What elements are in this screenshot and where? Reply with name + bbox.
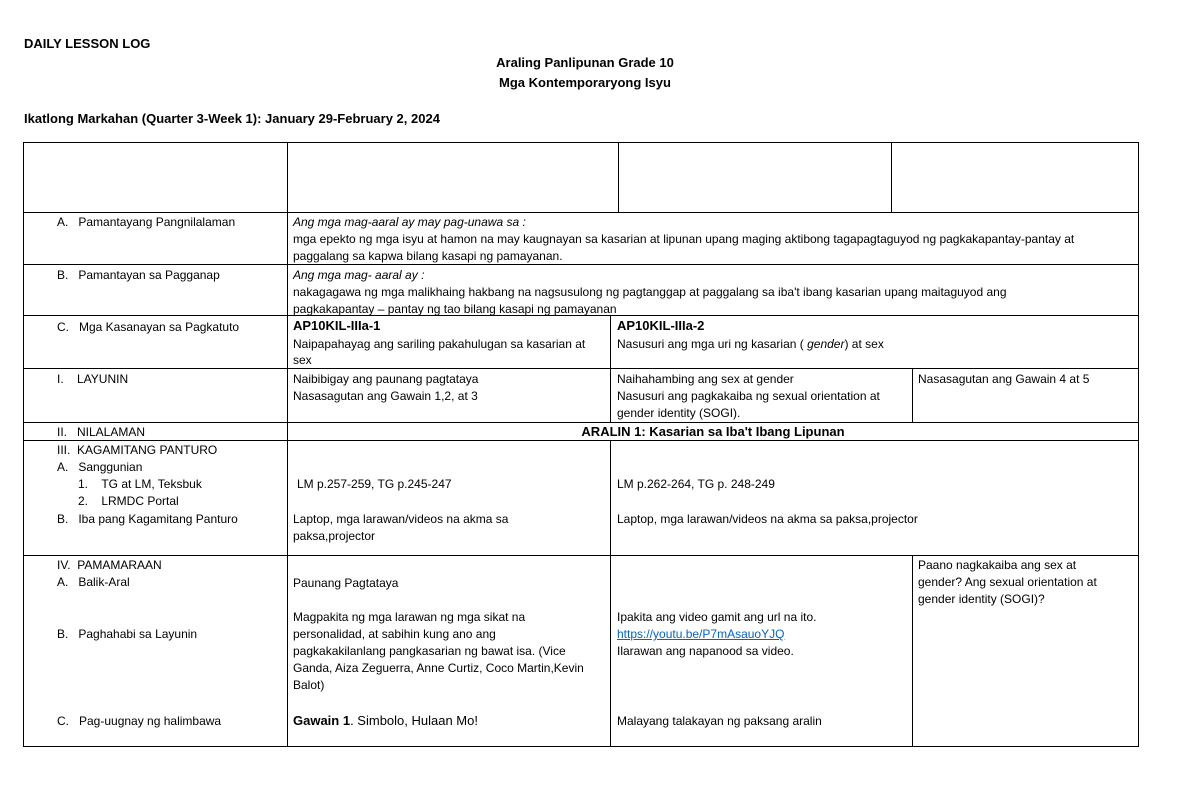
row-iii-sub-a: A. Sanggunian <box>57 460 143 474</box>
row-iv-sub-c: C. Pag-uugnay ng halimbawa <box>57 714 222 728</box>
row-iv-sub-b: B. Paghahabi sa Layunin <box>57 627 198 641</box>
subject-title: Araling Panlipunan Grade 10 <box>496 55 674 70</box>
competency-code-1: AP10KIL-IIIa-1 <box>293 318 381 333</box>
row-i-label: I. LAYUNIN <box>57 372 129 386</box>
procedure-2c: Malayang talakayan ng paksang aralin <box>617 714 822 728</box>
procedure-2b-l3: Ilarawan ang napanood sa video. <box>617 644 794 658</box>
row-iv-label: IV. PAMAMARAAN <box>57 558 162 572</box>
row-ii-label: II. NILALAMAN <box>57 425 146 439</box>
competency-desc-1b: sex <box>293 353 312 367</box>
row-iii-sub-a2: 2. LRMDC Portal <box>78 494 179 508</box>
materials-1b: paksa,projector <box>293 529 376 543</box>
row-iii-sub-b: B. Iba pang Kagamitang Panturo <box>57 512 238 526</box>
procedure-1c: Gawain 1. Simbolo, Hulaan Mo! <box>293 713 478 728</box>
row-b-label: B. Pamantayan sa Pagganap <box>57 268 220 282</box>
reference-2: LM p.262-264, TG p. 248-249 <box>617 477 775 491</box>
row-b-intro: Ang mga mag- aaral ay : <box>293 268 425 282</box>
quarter-heading: Ikatlong Markahan (Quarter 3-Week 1): January 29-February 2, 2024 <box>24 111 440 126</box>
competency-desc-2: Nasusuri ang mga uri ng kasarian ( gender) at sex <box>617 337 884 351</box>
procedure-1b-l4: Ganda, Aiza Zeguerra, Anne Curtiz, Coco Martin,Kevin <box>293 661 584 675</box>
procedure-3-l1: Paano nagkakaiba ang sex at <box>918 558 1077 572</box>
row-iii-sub-a1: 1. TG at LM, Teksbuk <box>78 477 202 491</box>
reference-1: LM p.257-259, TG p.245-247 <box>297 477 452 491</box>
competency-desc-1a: Naipapahayag ang sariling pakahulugan sa kasarian at <box>293 337 586 351</box>
row-a-intro: Ang mga mag-aaral ay may pag-unawa sa : <box>293 215 526 229</box>
objective-1a: Naibibigay ang paunang pagtataya <box>293 372 479 386</box>
procedure-1b-l3: pagkakakilanlang pangkasarian ng bawat isa. (Vice <box>293 644 566 658</box>
row-c-label: C. Mga Kasanayan sa Pagkatuto <box>57 320 240 334</box>
competency-code-2: AP10KIL-IIIa-2 <box>617 318 705 333</box>
procedure-1b-l1: Magpakita ng mga larawan ng mga sikat na <box>293 610 526 624</box>
materials-2: Laptop, mga larawan/videos na akma sa paksa,projector <box>617 512 918 526</box>
procedure-3-l3: gender identity (SOGI)? <box>918 592 1045 606</box>
objective-2c: gender identity (SOGI). <box>617 406 741 420</box>
row-iv-sub-a: A. Balik-Aral <box>57 575 130 589</box>
objective-2b: Nasusuri ang pagkakaiba ng sexual orientation at <box>617 389 880 403</box>
row-b-line1: nakagagawa ng mga malikhaing hakbang na nagsusulong ng pagtanggap at paggalang sa iba't ibang kasarian upang maitaguyod ang <box>293 285 1007 299</box>
doc-type-title: DAILY LESSON LOG <box>24 36 151 51</box>
procedure-2b-l1: Ipakita ang video gamit ang url na ito. <box>617 610 817 624</box>
topic-title: Mga Kontemporaryong Isyu <box>499 75 671 90</box>
procedure-1b-l2: personalidad, at sabihin kung ano ang <box>293 627 496 641</box>
lesson-title: ARALIN 1: Kasarian sa Iba't Ibang Lipunan <box>581 424 845 439</box>
row-a-line2: paggalang sa kapwa bilang kasapi ng pamayanan. <box>293 249 563 263</box>
objective-2a: Naihahambing ang sex at gender <box>617 372 794 386</box>
procedure-1a: Paunang Pagtataya <box>293 576 399 590</box>
objective-1b: Nasasagutan ang Gawain 1,2, at 3 <box>293 389 478 403</box>
materials-1a: Laptop, mga larawan/videos na akma sa <box>293 512 509 526</box>
procedure-3-l2: gender? Ang sexual orientation at <box>918 575 1097 589</box>
objective-3a: Nasasagutan ang Gawain 4 at 5 <box>918 372 1090 386</box>
video-link[interactable]: https://youtu.be/P7mAsauoYJQ <box>617 627 785 641</box>
procedure-1b-l5: Balot) <box>293 678 325 692</box>
row-iii-label: III. KAGAMITANG PANTURO <box>57 443 218 457</box>
row-a-line1: mga epekto ng mga isyu at hamon na may kaugnayan sa kasarian at lipunan upang maging aktibong tagapagtaguyod ng pagkakapantay-pantay at <box>293 232 1075 246</box>
row-b-line2: pagkakapantay – pantay ng tao bilang kasapi ng pamayanan <box>293 302 617 316</box>
row-a-label: A. Pamantayang Pangnilalaman <box>57 215 236 229</box>
